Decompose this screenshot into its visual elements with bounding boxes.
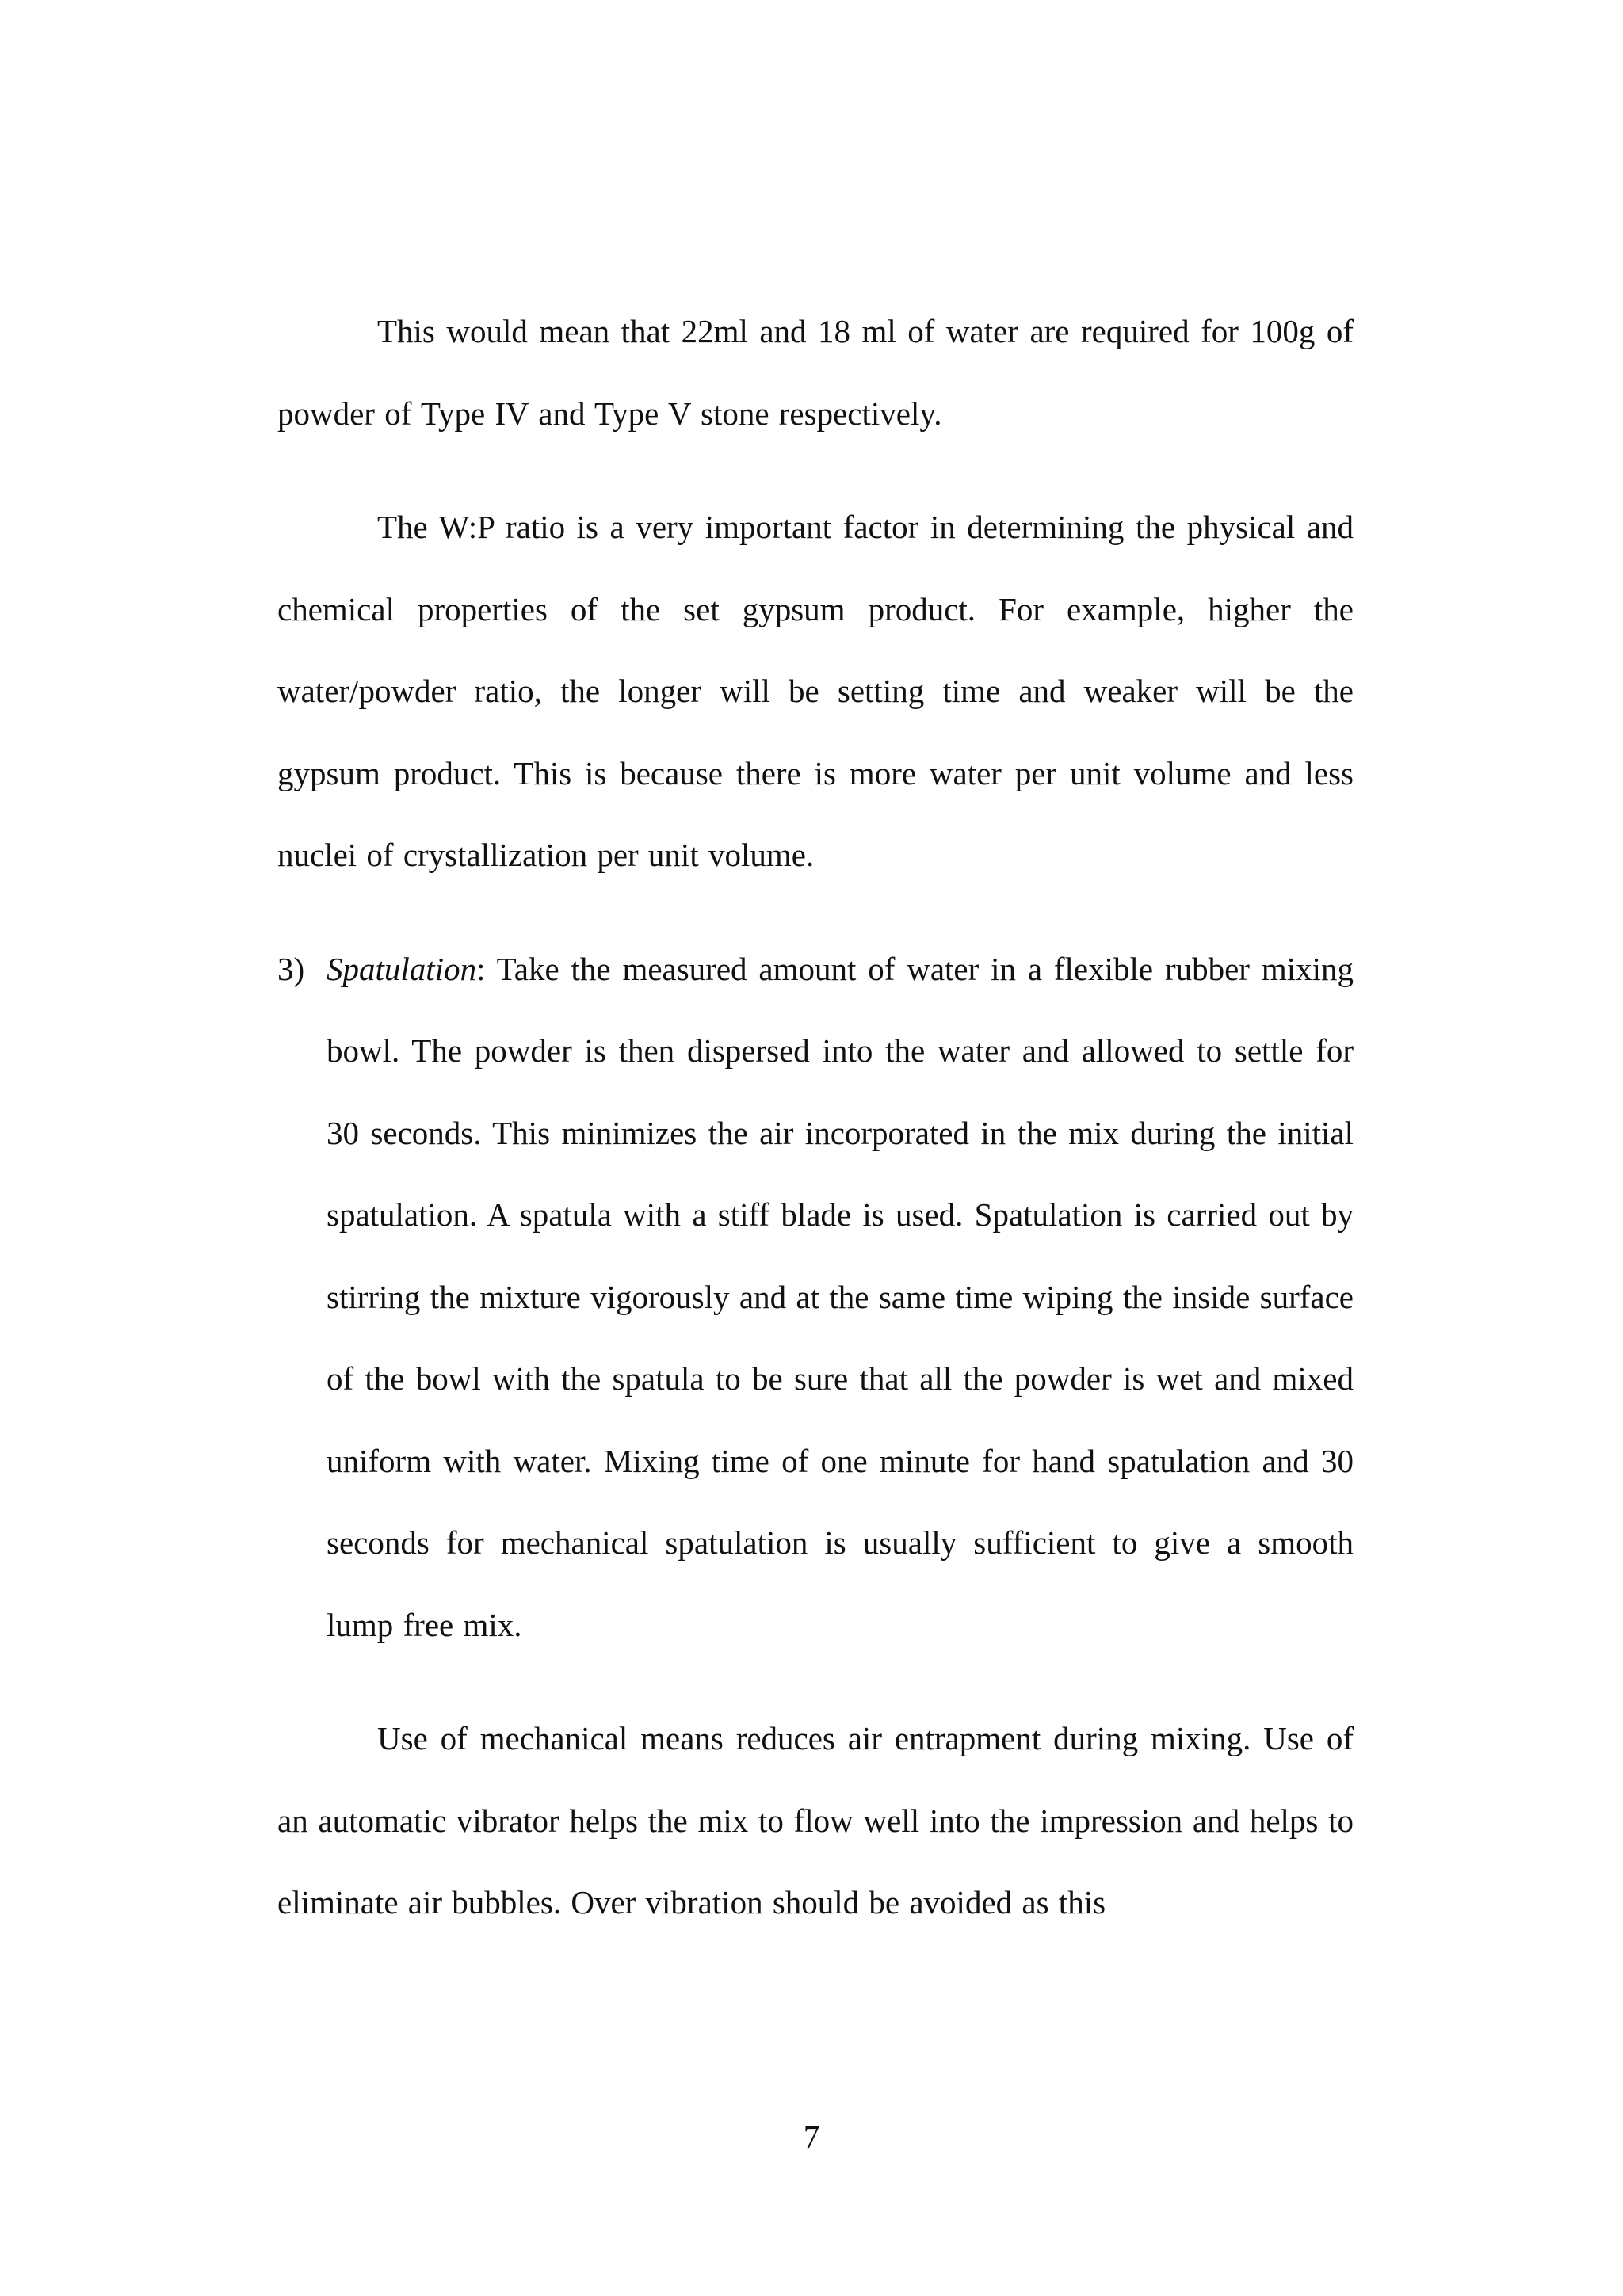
paragraph-mechanical-means: Use of mechanical means reduces air entrapment during mixing. Use of an automatic vibrator helps the mix to flow well into the impression and helps to eliminate air bubbles. Over vibration should be avoided as this — [277, 1720, 1354, 1920]
paragraph-water-requirement: This would mean that 22ml and 18 ml of water are required for 100g of powder of Type IV and Type V stone respectively. — [277, 313, 1354, 432]
list-item-spatulation — [277, 929, 1354, 1667]
list-body: : Take the measured amount of water in a flexible rubber mixing bowl. The powder is then dispersed into the water and allowed to settle for 30 seconds. This minimizes the air incorporated in the mix during the initial spatulation. A spatula with a stiff blade is used. Spatulation is carried out by stirring the mixture vigorously and at the same time wiping the inside surface of the bowl with the spatula to be sure that all the powder is wet and mixed uniform with water. Mixing time of one minute for hand spatulation and 30 seconds for mechanical spatulation is usually sufficient to give a smooth lump free mix. — [327, 950, 1354, 1643]
list-title: Spatulation — [327, 950, 477, 987]
page-number: 7 — [803, 2119, 820, 2155]
list-number: 3) — [277, 950, 305, 987]
document-body — [277, 291, 1354, 1944]
paragraph-wp-ratio: The W:P ratio is a very important factor in determining the physical and chemical properties of the set gypsum product. For example, higher the water/powder ratio, the longer will be setting time and weaker will be the gypsum product. This is because there is more water per unit volume and less nuclei of crystallization per unit volume. — [277, 509, 1354, 873]
